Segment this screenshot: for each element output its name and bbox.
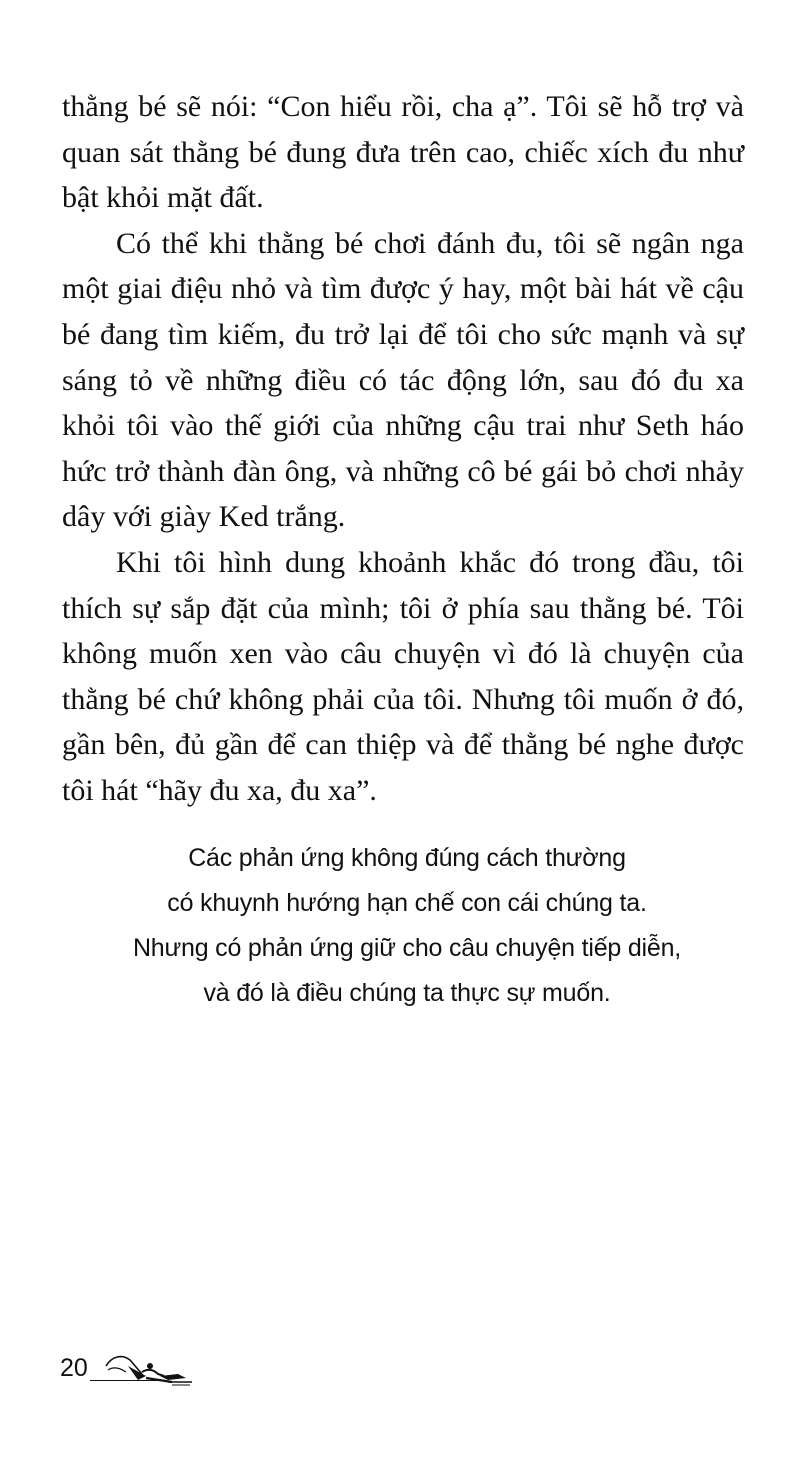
pull-quote-line: và đó là điều chúng ta thực sự muốn. [203,979,611,1007]
pull-quote-line: Các phản ứng không đúng cách thường [188,844,626,872]
body-text [62,84,744,814]
page-number: 20 [60,1354,88,1382]
paragraph-swing-song: Có thể khi thằng bé chơi đánh đu, tôi sẽ ngân nga một giai điệu nhỏ và tìm được ý hay, một bài hát về cậu bé đang tìm kiếm, đu trở lại để tôi cho sức mạnh và sự sáng tỏ về những điều có tác động lớn, sau đó đu xa khỏi tôi vào thế giới của những cậu trai như Seth háo hức trở thành đàn ông, và những cô bé gái bỏ chơi nhảy dây với giày Ked trắng. [62,226,744,534]
pull-quote [60,836,754,1016]
paragraph-behind-him: Khi tôi hình dung khoảnh khắc đó trong đầu, tôi thích sự sắp đặt của mình; tôi ở phía sau thằng bé. Tôi không muốn xen vào câu chuyện vì đó là chuyện của thằng bé chứ không phải của tôi. Nhưng tôi muốn ở đó, gần bên, đủ gần để can thiệp và để thằng bé nghe được tôi hát “hãy đu xa, đu xa”. [62,545,744,807]
page-footer [60,1352,200,1392]
pull-quote-line: có khuynh hướng hạn chế con cái chúng ta. [167,889,647,917]
pull-quote-line: Nhưng có phản ứng giữ cho câu chuyện tiếp diễn, [132,934,682,962]
paragraph-continuation: thằng bé sẽ nói: “Con hiểu rồi, cha ạ”. Tôi sẽ hỗ trợ và quan sát thằng bé đung đưa trên cao, chiếc xích đu như bật khỏi mặt đất. [62,90,744,215]
swing-child-ornament-icon [102,1352,194,1388]
